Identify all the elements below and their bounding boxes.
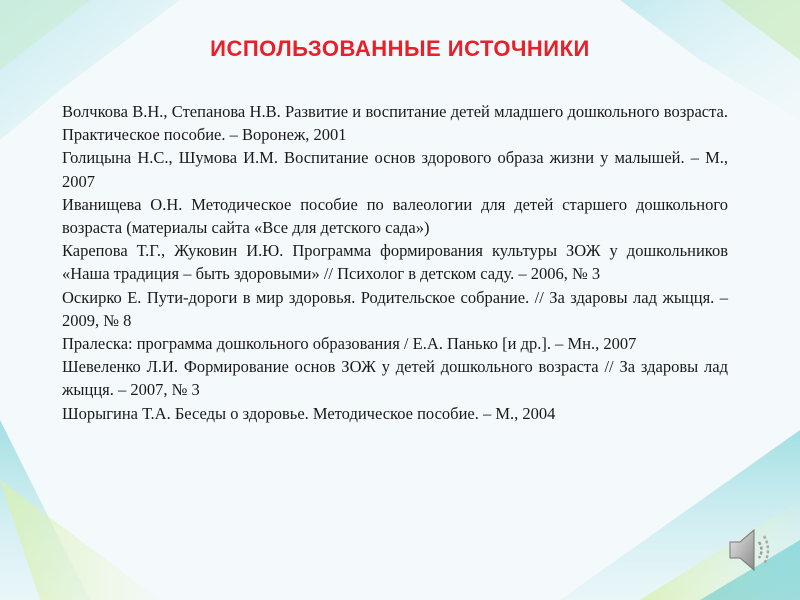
list-item: Пралеска: программа дошкольного образования / Е.А. Панько [и др.]. – Мн., 2007 <box>62 334 637 354</box>
list-item: Карепова Т.Г., Жуковин И.Ю. Программа формирования культуры ЗОЖ у дошкольников «Наша традиция – быть здоровыми» // Психолог в детском саду. – 2006, № 3 <box>62 241 728 284</box>
page-title: ИСПОЛЬЗОВАННЫЕ ИСТОЧНИКИ <box>210 36 590 61</box>
list-item: Волчкова В.Н., Степанова Н.В. Развитие и воспитание детей младшего дошкольного возраста. Практическое пособие. – Воронеж, 2001 <box>62 102 728 145</box>
list-item: Оскирко Е. Пути-дороги в мир здоровья. Родительское собрание. // За здаровы лад жыцця. – 2009, № 8 <box>62 287 728 330</box>
list-item: Иванищева О.Н. Методическое пособие по валеологии для детей старшего дошкольного возраста (материалы сайта «Все для детского сада») <box>62 194 728 238</box>
sources-list <box>62 100 728 425</box>
list-item: Шорыгина Т.А. Беседы о здоровье. Методическое пособие. – М., 2004 <box>62 403 556 423</box>
speaker-icon[interactable] <box>726 520 776 580</box>
list-item: Голицына Н.С., Шумова И.М. Воспитание основ здорового образа жизни у малышей. – М., 2007 <box>62 148 728 191</box>
list-item: Шевеленко Л.И. Формирование основ ЗОЖ у детей дошкольного возраста // За здаровы лад жыцця. – 2007, № 3 <box>62 357 728 400</box>
